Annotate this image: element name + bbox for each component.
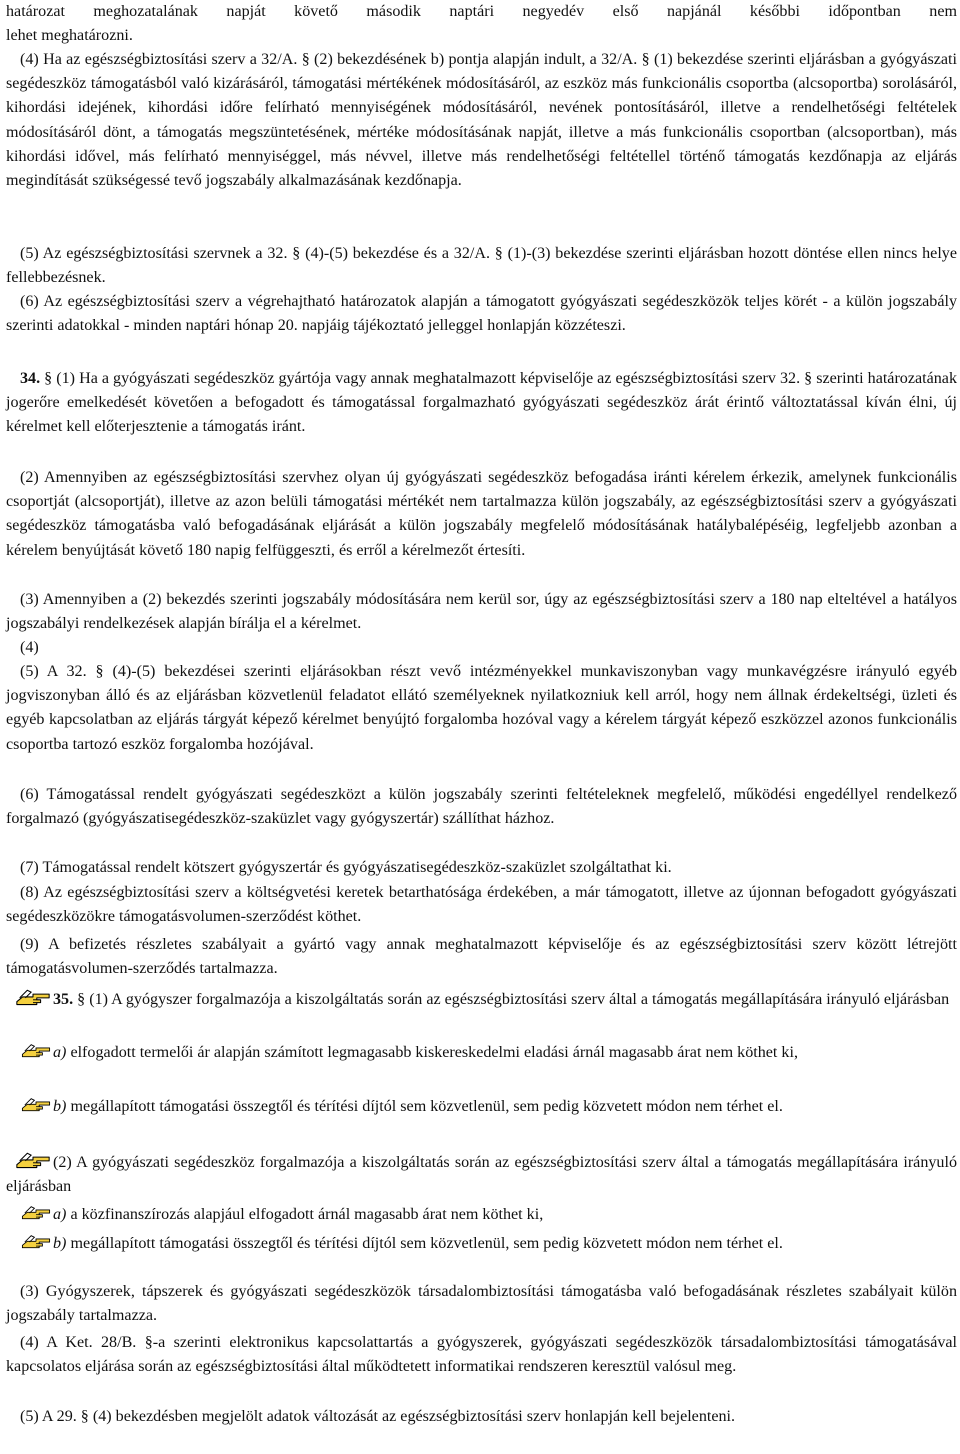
- pointing-hand-icon: [20, 1202, 52, 1221]
- section-34-paragraph-6: (6) Támogatással rendelt gyógyászati segédeszközt a külön jogszabály szerinti feltételeknek megfelelő, működési engedéllyel rendelkező forgalmazó (gyógyászatisegédeszköz-szaküzlet vagy gyógyszertár) szállíthat házhoz.: [6, 786, 957, 828]
- paragraph-6: (6) Az egészségbiztosítási szerv a végrehajtható határozatok alapján a támogatott gyógyászati segédeszközök teljes körét - a külön jogszabály szerinti adatokkal - minden naptári hónap 20. napjáig tájékoztató jelleggel honlapján közzéteszi.: [6, 293, 957, 335]
- section-34-paragraph-5: (5) A 32. § (4)-(5) bekezdései szerinti eljárásokban részt vevő intézményekkel munkaviszonyban vagy munkavégzésre irányuló egyéb jogviszonyban álló és az eljárásban közvetlenül feladatot ellátó személyeknek nyilatkozniuk kell arról, hogy nem állnak érdekeltségi, üzleti és egyéb kapcsolatban az eljárás tárgyát képező kérelmet benyújtó forgalomba hozóval vagy a kérelem tárgyát képező eszközzel azonos funkcionális csoportba tartozó eszköz forgalomba hozójával.: [6, 663, 957, 753]
- section-35-paragraph-5: (5) A 29. § (4) bekezdésben megjelölt adatok változását az egészségbiztosítási szerv honlapján kell bejelenteni.: [20, 1408, 736, 1425]
- paragraph-text: (2) A gyógyászati segédeszköz forgalmazója a kiszolgáltatás során az egészségbiztosítási szerv által a támogatás megállapítására irányuló eljárásban: [6, 1154, 957, 1196]
- section-number: 34.: [20, 370, 41, 387]
- pointing-hand-icon: [20, 1231, 52, 1250]
- pointing-hand-icon: [20, 1094, 52, 1113]
- section-34-paragraph-7: (7) Támogatással rendelt kötszert gyógyszertár és gyógyászatisegédeszköz-szaküzlet szolgáltathat ki.: [20, 859, 672, 876]
- pointing-hand-icon: [14, 1148, 52, 1170]
- point-text: megállapított támogatási összegtől és térítési díjtól sem közvetlenül, sem pedig közvetett módon nem térhet el.: [70, 1235, 783, 1252]
- section-35-paragraph-4: (4) A Ket. 28/B. §-a szerinti elektronikus kapcsolattartás a gyógyszerek, gyógyászati segédeszközök társadalombiztosítási támogatásával kapcsolatos eljárása során az egészségbiztosítási által működtetett informatikai rendszeren keresztül valósul meg.: [6, 1334, 957, 1376]
- section-35-point-2a: [6, 1202, 957, 1227]
- paragraph-4: (4) Ha az egészségbiztosítási szerv a 32/A. § (2) bekezdésének b) pontja alapján indult, a 32/A. § (1) bekezdése szerinti eljárásban a gyógyászati segédeszköz támogatásból való kizárásáról, támogatási mértékének módosításáról, az eszköz más funkcionális csoportba (alcsoportba) sorolásáról, kihordási idejének, kihordási időre felírható mennyiségének módosításáról, nevének pontosításáról, illetve a rendelhetőségi feltételek módosításáról dönt, a támogatás megszüntetésének, mértéke módosításának napját, illetve a más funkcionális csoportban (alcsoportban), más kihordási idővel, más felírható mennyiséggel, más névvel, illetve más rendelhetőségi feltétellel történő támogatás kezdőnapja az eljárás megindítását szükségessé tevő jogszabály alkalmazásának kezdőnapja.: [6, 51, 957, 190]
- pointing-hand-icon: [20, 1040, 52, 1059]
- point-marker: b): [53, 1098, 67, 1115]
- section-34-paragraph-9: (9) A befizetés részletes szabályait a gyártó vagy annak meghatalmazott képviselője és az egészségbiztosítási szerv között létrejött támogatásvolumen-szerződés tartalmazza.: [6, 936, 957, 978]
- point-text: a közfinanszírozás alapjául elfogadott árnál magasabb árat nem köthet ki,: [70, 1206, 544, 1223]
- section-35-paragraph-2: [6, 1148, 957, 1199]
- section-text: § (1) Ha a gyógyászati segédeszköz gyártója vagy annak meghatalmazott képviselője az egészségbiztosítási szerv 32. § szerinti határozatának jogerőre emelkedését követően a befogadott és támogatással forgalmazható gyógyászati segédeszköz árát érintő változtatással kíván élni, új kérelmet kell előterjesztenie a támogatás iránt.: [6, 370, 957, 436]
- section-34-paragraph-1: [6, 367, 957, 440]
- section-35-paragraph-1: [6, 985, 957, 1012]
- point-marker: b): [53, 1235, 67, 1252]
- text-line: határozat meghozatalának napját követő második naptári negyedév első napjánál későbbi időpontban nem: [6, 3, 957, 20]
- section-34-paragraph-3: (3) Amennyiben a (2) bekezdés szerinti jogszabály módosítására nem kerül sor, úgy az egészségbiztosítási szerv a 180 nap elteltével a hatályos jogszabályi rendelkezések alapján bírálja el a kérelmet.: [6, 591, 957, 633]
- section-text: § (1) A gyógyszer forgalmazója a kiszolgáltatás során az egészségbiztosítási szerv által a támogatás megállapítására irányuló eljárásban: [77, 991, 950, 1008]
- section-35-paragraph-3: (3) Gyógyszerek, tápszerek és gyógyászati segédeszközök társadalombiztosítási támogatásba való befogadásának részletes szabályait külön jogszabály tartalmazza.: [6, 1283, 957, 1325]
- section-35-point-1b: [6, 1094, 957, 1119]
- section-number: 35.: [53, 991, 74, 1008]
- point-marker: a): [53, 1206, 67, 1223]
- text-line: lehet meghatározni.: [6, 27, 133, 45]
- section-35-point-2b: [6, 1231, 957, 1256]
- paragraph-5: (5) Az egészségbiztosítási szervnek a 32. § (4)-(5) bekezdése és a 32/A. § (1)-(3) bekezdése szerinti eljárásban hozott döntése ellen nincs helye fellebbezésnek.: [6, 245, 957, 287]
- pointing-hand-icon: [14, 985, 52, 1007]
- point-text: elfogadott termelői ár alapján számított legmagasabb kiskereskedelmi eladási árnál magasabb árat nem köthet ki,: [70, 1044, 798, 1061]
- section-35-point-1a: [6, 1040, 957, 1065]
- section-34-paragraph-4: (4): [20, 639, 39, 656]
- point-marker: a): [53, 1044, 67, 1061]
- point-text: megállapított támogatási összegtől és térítési díjtól sem közvetlenül, sem pedig közvetett módon nem térhet el.: [70, 1098, 783, 1115]
- carryover-paragraph: [6, 0, 957, 48]
- section-34-paragraph-2: (2) Amennyiben az egészségbiztosítási szervhez olyan új gyógyászati segédeszköz befogadása iránti kérelem érkezik, amelynek funkcionális csoportját (alcsoportját), illetve az azon belüli támogatási mértékét nem tartalmazza külön jogszabály, az egészségbiztosítási szerv a gyógyászati segédeszköz támogatásba való befogadásának eljárását a külön jogszabály megfelelő módosításának hatálybalépéséig, legfeljebb azonban a kérelem benyújtását követő 180 napig felfüggeszti, és erről a kérelmezőt értesíti.: [6, 469, 957, 559]
- section-34-paragraph-8: (8) Az egészségbiztosítási szerv a költségvetési keretek betarthatósága érdekében, a már támogatott, illetve az újonnan befogadott gyógyászati segédeszközökre támogatásvolumen-szerződést köthet.: [6, 884, 957, 926]
